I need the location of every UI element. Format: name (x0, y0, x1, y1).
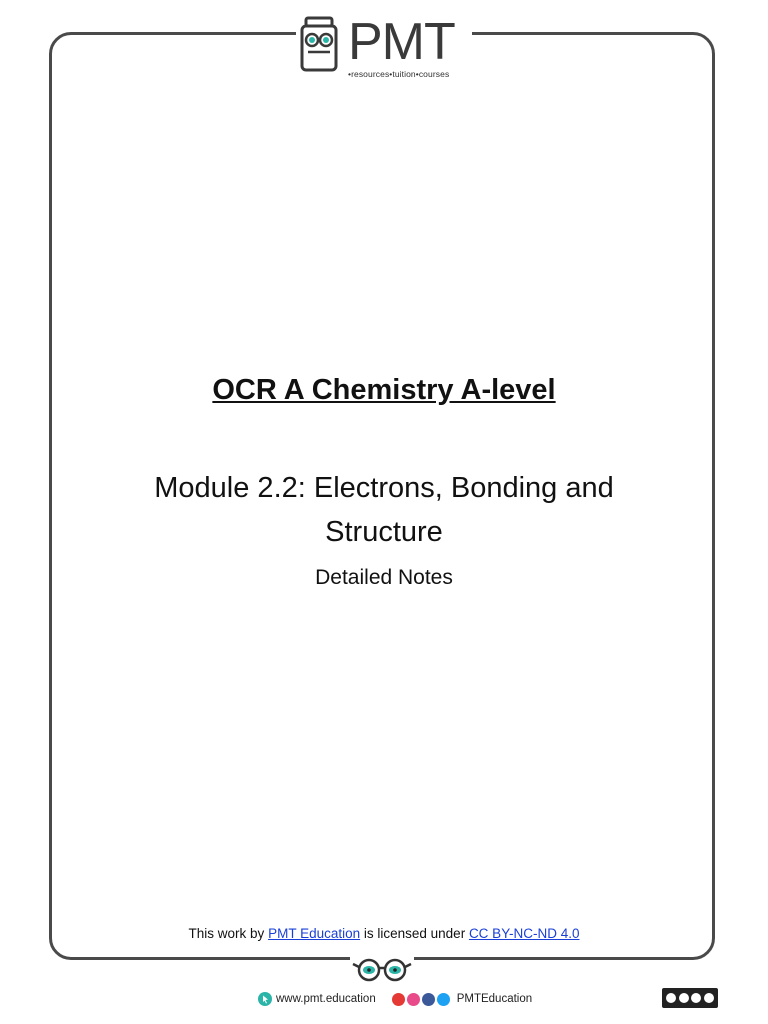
brand-name: PMT (348, 13, 455, 71)
footer-links (258, 990, 532, 1008)
cc-license-link[interactable]: CC BY-NC-ND 4.0 (468, 926, 580, 941)
brand-block (348, 13, 455, 79)
pmt-education-link[interactable]: PMT Education (268, 926, 361, 941)
module-heading-line1: Module 2.2: Electrons, Bonding and (154, 472, 614, 504)
license-notice (0, 926, 768, 941)
glasses-icon (350, 954, 414, 984)
cc-nc-icon (691, 993, 701, 1003)
cc-license-icon (662, 988, 718, 1008)
youtube-icon[interactable] (392, 993, 405, 1006)
license-prefix: This work by (188, 926, 269, 941)
module-heading-line2: Structure (325, 516, 443, 548)
document-title: OCR A Chemistry A-level (212, 374, 556, 406)
pmt-logo-icon (296, 14, 342, 74)
social-icons (392, 993, 450, 1006)
document-subtitle: Detailed Notes (315, 566, 453, 589)
brand-tagline: •resources•tuition•courses (348, 69, 450, 79)
license-middle: is licensed under (360, 926, 469, 941)
cc-by-icon (679, 993, 689, 1003)
module-heading (100, 466, 668, 554)
twitter-icon[interactable] (437, 993, 450, 1006)
cursor-icon (258, 992, 272, 1006)
cc-nd-icon (704, 993, 714, 1003)
pmt-logo (296, 14, 472, 82)
instagram-icon[interactable] (407, 993, 420, 1006)
social-handle: PMTEducation (456, 993, 533, 1005)
website-link[interactable]: www.pmt.education (276, 993, 376, 1005)
facebook-icon[interactable] (422, 993, 435, 1006)
cc-icon (666, 993, 676, 1003)
